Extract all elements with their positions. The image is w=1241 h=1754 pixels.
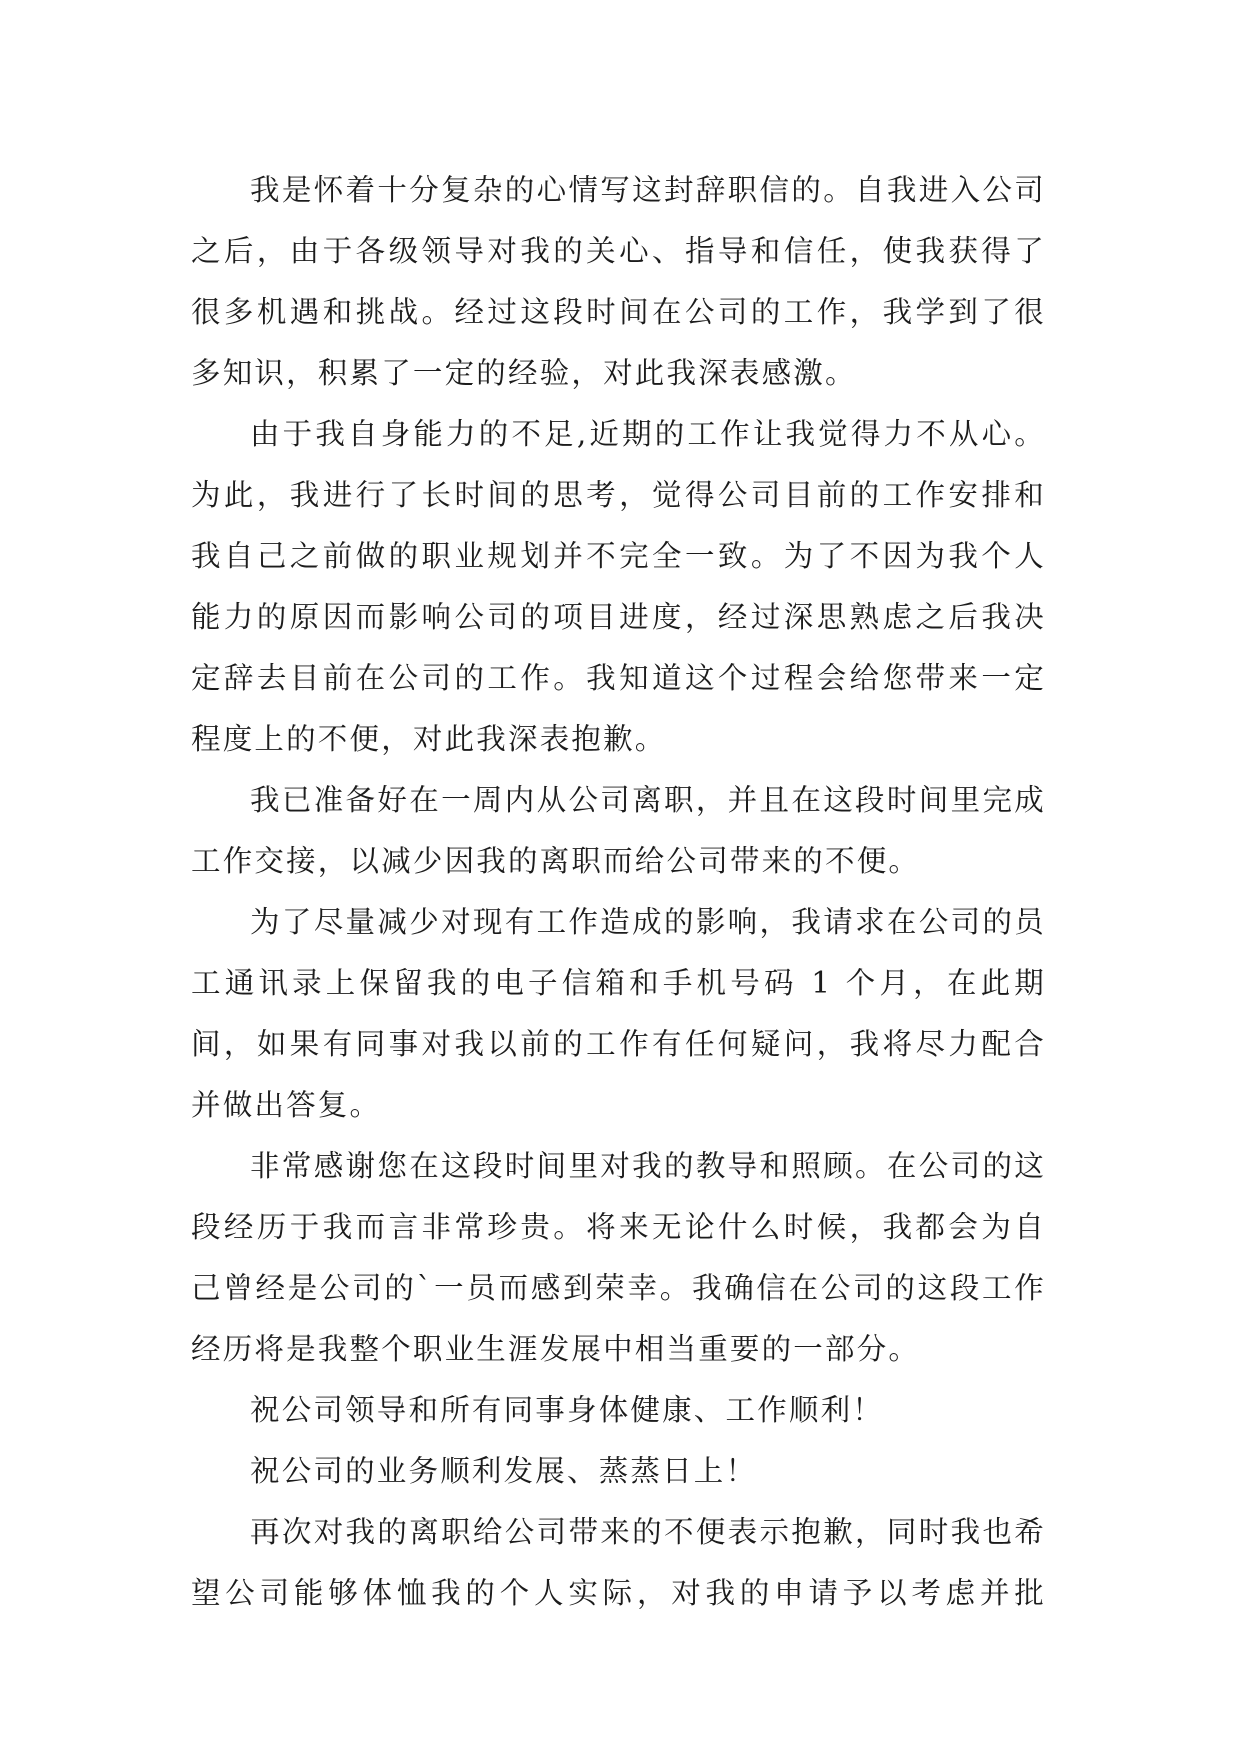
paragraph-gratitude: 我是怀着十分复杂的心情写这封辞职信的。自我进入公司之后，由于各级领导对我的关心、指导和信任，使我获得了很多机遇和挑战。经过这段时间在公司的工作，我学到了很多知识，积累了一定的经验，对此我深表感激。: [191, 173, 1046, 390]
paragraph-reason: 由于我自身能力的不足,近期的工作让我觉得力不从心。为此，我进行了长时间的思考，觉得公司目前的工作安排和我自己之前做的职业规划并不完全一致。为了不因为我个人能力的原因而影响公司的项目进度，经过深思熟虑之后我决定辞去目前在公司的工作。我知道这个过程会给您带来一定程度上的不便，对此我深表抱歉。: [191, 417, 1046, 756]
paragraph-contact-request: 为了尽量减少对现有工作造成的影响，我请求在公司的员工通讯录上保留我的电子信箱和手机号码 1 个月，在此期间，如果有同事对我以前的工作有任何疑问，我将尽力配合并做出答复。: [191, 905, 1046, 1122]
letter-body: [191, 160, 1046, 1624]
paragraph-apology: 再次对我的离职给公司带来的不便表示抱歉，同时我也希望公司能够体恤我的个人实际，对我的申请予以考虑并批: [191, 1515, 1046, 1610]
paragraph-handover: 我已准备好在一周内从公司离职，并且在这段时间里完成工作交接，以减少因我的离职而给公司带来的不便。: [191, 783, 1046, 878]
paragraph-wish-colleagues: 祝公司领导和所有同事身体健康、工作顺利！: [250, 1393, 885, 1427]
paragraph-thanks: 非常感谢您在这段时间里对我的教导和照顾。在公司的这段经历于我而言非常珍贵。将来无论什么时候，我都会为自己曾经是公司的`一员而感到荣幸。我确信在公司的这段工作经历将是我整个职业生涯发展中相当重要的一部分。: [191, 1149, 1046, 1366]
paragraph-wish-company: 祝公司的业务顺利发展、蒸蒸日上！: [250, 1454, 758, 1488]
